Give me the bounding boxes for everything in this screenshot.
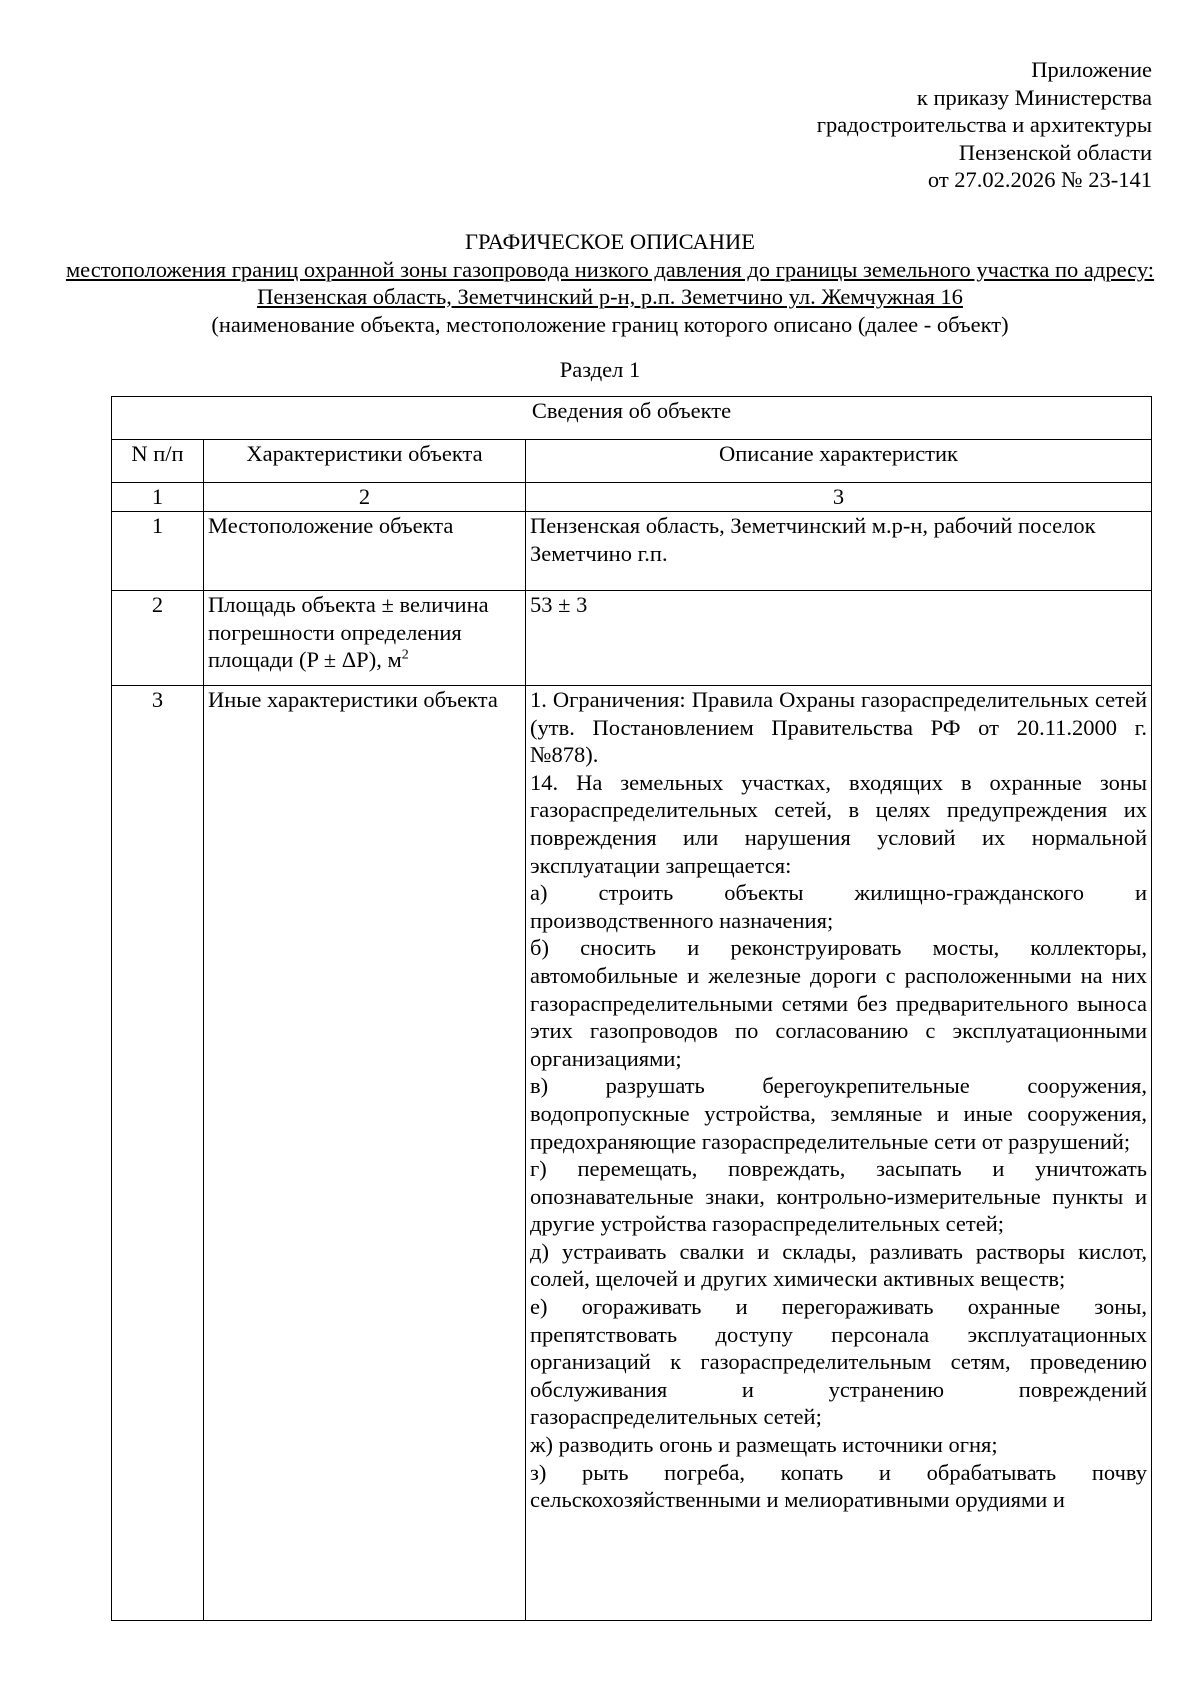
description-paragraph: а) строить объекты жилищно-гражданского и производственного назначения; (530, 880, 1147, 933)
description-paragraph: ж) разводить огонь и размещать источники огня; (530, 1432, 998, 1458)
table-row (112, 686, 1152, 1621)
row-number: 2 (112, 591, 204, 686)
header-characteristic: Характеристики объекта (204, 440, 526, 483)
description-paragraph: г) перемещать, повреждать, засыпать и уничтожать опознавательные знаки, контрольно-измерительные пункты и другие устройства газораспределительных сетей; (530, 1156, 1147, 1237)
title-block (0, 228, 1200, 338)
row-characteristic: Местоположение объекта (204, 512, 526, 591)
row-characteristic: Иные характеристики объекта (204, 686, 526, 1621)
appendix-line: градостроительства и архитектуры (816, 112, 1152, 137)
section-label: Раздел 1 (559, 357, 641, 382)
description-paragraph: б) сносить и реконструировать мосты, коллекторы, автомобильные и железные дороги с расположенными на них газораспределительными сетями без предварительного выноса этих газопроводов по согласованию с эксплуатационными организациями; (530, 935, 1147, 1071)
description-paragraph: з) рыть погреба, копать и обрабатывать почву сельскохозяйственными и мелиоративными орудиями и (530, 1459, 1147, 1513)
document-title: ГРАФИЧЕСКОЕ ОПИСАНИЕ (464, 229, 756, 254)
appendix-line: к приказу Министерства (916, 84, 1152, 110)
description-paragraph: 14. На земельных участках, входящих в охранные зоны газораспределительных сетей, в целях предупреждения их повреждения или нарушения условий их нормальной эксплуатации запрещается: (530, 769, 1147, 878)
row-characteristic: Площадь объекта ± величина погрешности определения площади (P ± ΔP), м (208, 592, 489, 673)
document-subtitle: местоположения границ охранной зоны газопровода низкого давления до границы земельного участка по адресу: Пензенская область, Земетчинский р-н, р.п. Земетчино ул. Жемчужная 16 (65, 256, 1155, 309)
table-column-numbers-row (112, 483, 1152, 512)
column-number: 1 (112, 483, 204, 512)
row-description (526, 686, 1152, 1621)
table-caption: Сведения об объекте (112, 397, 1152, 440)
object-info-table (111, 396, 1152, 1621)
header-number: N п/п (112, 440, 204, 483)
column-number: 2 (204, 483, 526, 512)
row-characteristic-cell (204, 591, 526, 686)
table-row (112, 591, 1152, 686)
row-description: Пензенская область, Земетчинский м.р-н, рабочий поселок Земетчино г.п. (526, 512, 1152, 591)
appendix-header (817, 56, 1152, 194)
description-paragraph: е) огораживать и перегораживать охранные зоны, препятствовать доступу персонала эксплуатационных организаций к газораспределительным сетям, проведению обслуживания и устранению повреждений газораспределительных сетей; (530, 1294, 1147, 1430)
description-paragraph: 1. Ограничения: Правила Охраны газораспределительных сетей (утв. Постановлением Правительства РФ от 20.11.2000 г. №878). (530, 687, 1147, 768)
appendix-line: Приложение (1031, 57, 1152, 82)
description-text (530, 686, 1147, 1620)
subtitle-note: (наименование объекта, местоположение границ которого описано (далее - объект) (211, 311, 1009, 337)
table-row (112, 512, 1152, 591)
table-caption-row (112, 397, 1152, 440)
unit-superscript: 2 (401, 647, 409, 663)
description-paragraph: д) устраивать свалки и склады, разливать растворы кислот, солей, щелочей и других химически активных веществ; (530, 1238, 1147, 1292)
header-description: Описание характеристик (526, 440, 1152, 483)
appendix-line: Пензенской области (958, 139, 1152, 165)
table-header-row (112, 440, 1152, 483)
row-number: 1 (112, 512, 204, 591)
appendix-date-number: от 27.02.2026 № 23-141 (927, 167, 1152, 192)
description-paragraph: в) разрушать берегоукрепительные сооружения, водопропускные устройства, земляные и иные сооружения, предохраняющие газораспределительные сети от разрушений; (530, 1073, 1147, 1154)
row-number: 3 (112, 686, 204, 1621)
column-number: 3 (526, 483, 1152, 512)
row-description: 53 ± 3 (526, 591, 1152, 686)
